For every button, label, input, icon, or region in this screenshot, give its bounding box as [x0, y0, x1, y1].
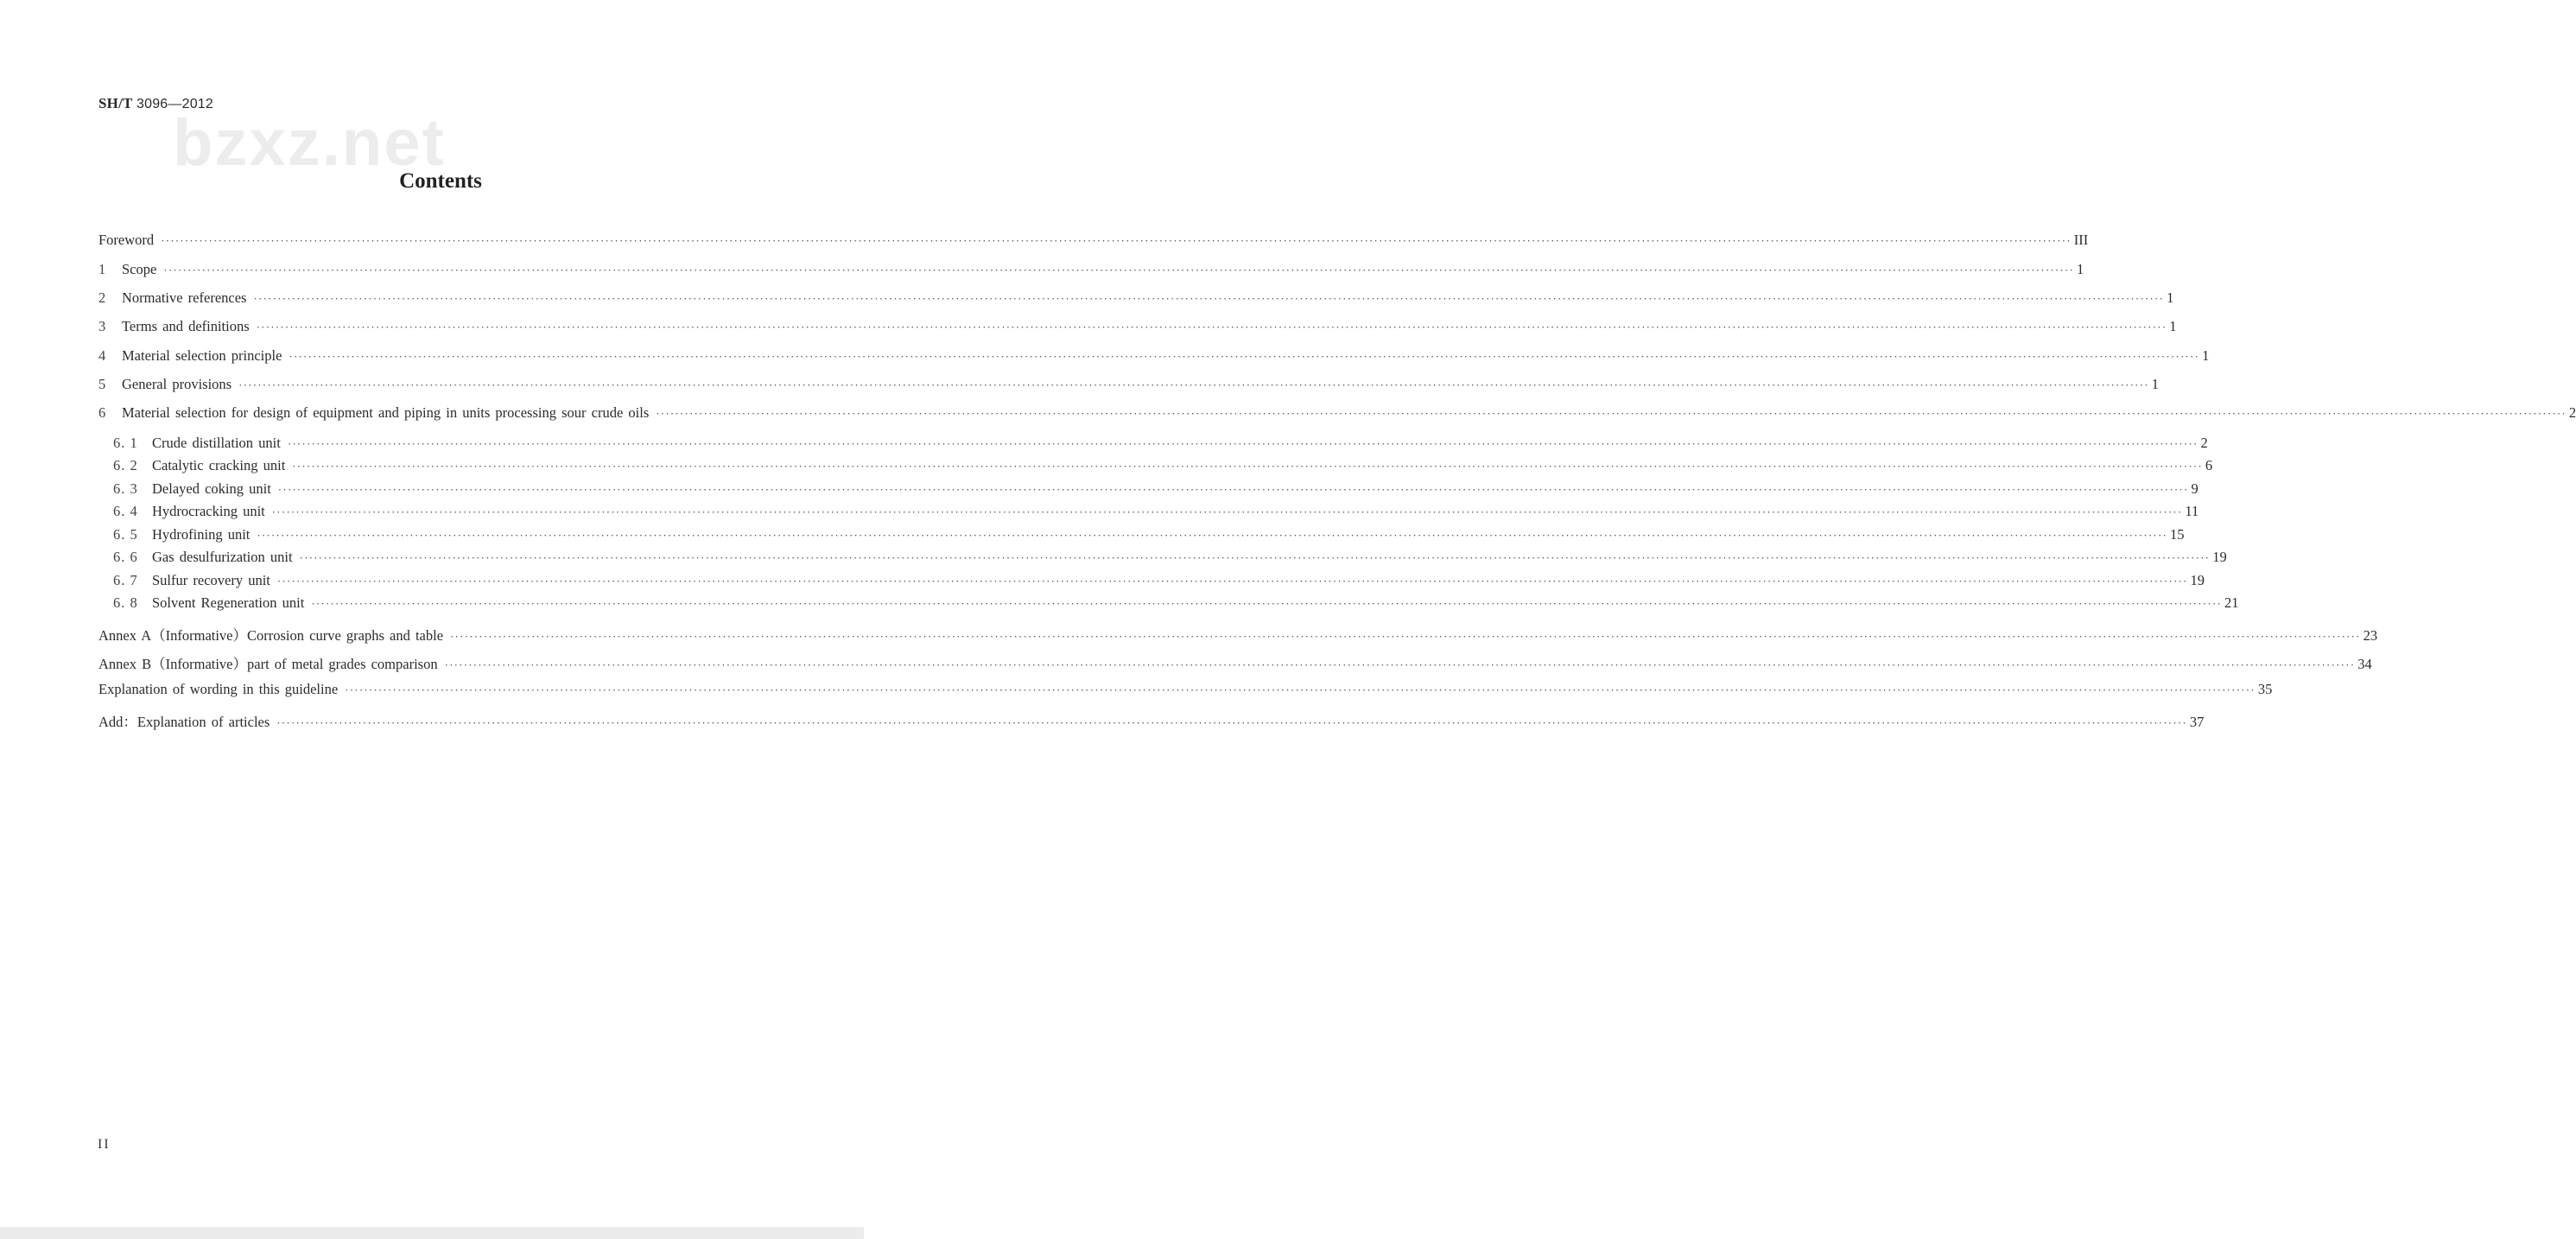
toc-entry[interactable] [113, 572, 2205, 594]
toc-entry[interactable] [98, 347, 2210, 370]
toc-entry[interactable] [113, 503, 2199, 525]
toc-entry-label: Material selection for design of equipment and piping in units processing sour crude oils [122, 404, 650, 421]
standard-prefix: SH/T [98, 95, 133, 111]
toc-entry-number: 6. 5 [113, 526, 138, 543]
footer-page-number: II [98, 1137, 111, 1152]
toc-entry-label: Explanation of wording in this guideline [98, 681, 339, 697]
toc-dot-leader: ················································································································································································································································································································································································································ [256, 321, 2167, 334]
toc-entry-label: Crude distillation unit [152, 435, 281, 451]
toc-entry-label: Normative references [122, 289, 247, 306]
toc-entry[interactable] [98, 624, 2378, 646]
toc-dot-leader: ················································································································································································································································································································································································································ [276, 575, 2188, 588]
toc-entry[interactable] [98, 261, 2084, 283]
toc-entry-number: 6. 4 [113, 503, 138, 519]
toc-dot-leader: ················································································································································································································································································································································································································ [289, 350, 2200, 363]
toc-entry-label: General provisions [122, 376, 232, 392]
toc-entry-number: 6. 1 [113, 435, 138, 451]
toc-dot-leader: ················································································································································································································································································································································································································ [257, 529, 2168, 542]
toc-dot-leader: ················································································································································································································································································································································································································ [161, 234, 2072, 247]
toc-dot-leader: ················································································································································································································································································································································································································ [277, 483, 2189, 496]
toc-entry-page: 34 [2357, 656, 2372, 672]
toc-entry-number: 6. 3 [113, 480, 138, 497]
toc-entry-label: Solvent Regeneration unit [152, 594, 305, 611]
toc-entry-number: 6. 8 [113, 594, 138, 611]
toc-dot-leader: ················································································································································································································································································································································································································ [345, 683, 2256, 696]
toc-entry-number: 3 [98, 318, 106, 334]
toc-entry[interactable] [113, 594, 2239, 617]
toc-dot-leader: ················································································································································································································································································································································································································ [253, 292, 2165, 305]
toc-dot-leader: ················································································································································································································································································································································································································ [299, 551, 2211, 564]
toc-dot-leader: ················································································································································································································································································································································································································ [287, 437, 2198, 450]
toc-dot-leader: ················································································································································································································································································································································································································ [656, 407, 2566, 420]
toc-entry[interactable] [98, 318, 2177, 340]
toc-entry-label: Hydrofining unit [152, 526, 251, 543]
toc-entry[interactable] [98, 376, 2159, 398]
toc-entry-page: 1 [2151, 376, 2159, 392]
toc-entry-label: Foreword [98, 232, 155, 248]
toc-entry-label: Add：Explanation of articles [98, 714, 270, 730]
toc-entry-page: III [2073, 232, 2089, 248]
toc-dot-leader: ················································································································································································································································································································································································································ [292, 460, 2203, 473]
toc-entry[interactable] [113, 480, 2198, 503]
toc-entry-page: 6 [2205, 457, 2213, 473]
toc-entry-number: 4 [98, 347, 106, 364]
standard-number: 3096—2012 [136, 97, 213, 111]
toc-entry-number: 6. 7 [113, 572, 138, 588]
toc-entry-number: 5 [98, 376, 106, 392]
page-title: Contents [399, 169, 482, 193]
toc-entry[interactable] [98, 681, 2273, 703]
toc-entry-label: Catalytic cracking unit [152, 457, 286, 473]
toc-entry[interactable] [98, 404, 2576, 427]
toc-dot-leader: ················································································································································································································································································································································································································ [444, 658, 2356, 671]
toc-entry-page: 19 [2190, 572, 2205, 588]
toc-entry-page: 19 [2212, 549, 2227, 565]
toc-dot-leader: ················································································································································································································································································································································································································ [311, 597, 2222, 610]
toc-entry-label: Delayed coking unit [152, 480, 271, 497]
toc-entry-page: 15 [2170, 526, 2185, 543]
toc-entry[interactable] [113, 549, 2227, 571]
toc-entry-page: 37 [2189, 714, 2205, 730]
toc-entry-number: 6. 2 [113, 457, 138, 473]
toc-entry-number: 2 [98, 289, 106, 306]
toc-entry-page: 1 [2167, 289, 2174, 306]
toc-entry-label: Annex B（Informative）part of metal grades comparison [98, 656, 438, 672]
toc-dot-leader: ················································································································································································································································································································································································································ [276, 716, 2187, 729]
watermark: bzxz.net [173, 106, 446, 180]
toc-entry-page: 2 [2568, 404, 2576, 421]
toc-entry-number: 1 [98, 261, 106, 277]
toc-entry-page: 1 [2076, 261, 2084, 277]
toc-entry-page: 9 [2191, 480, 2198, 497]
toc-entry-label: Gas desulfurization unit [152, 549, 293, 565]
toc-entry-page: 23 [2363, 627, 2378, 644]
toc-entry[interactable] [98, 710, 2205, 733]
toc-entry-page: 1 [2169, 318, 2177, 334]
toc-dot-leader: ················································································································································································································································································································································································································ [450, 630, 2361, 643]
toc-entry-page: 1 [2202, 347, 2210, 364]
toc-entry-number: 6. 6 [113, 549, 138, 565]
toc-entry-page: 2 [2200, 435, 2208, 451]
toc-entry-label: Annex A（Informative）Corrosion curve graphs and table [98, 627, 444, 644]
toc-entry[interactable] [98, 289, 2174, 312]
toc-entry-page: 35 [2257, 681, 2273, 697]
toc-entry-page: 11 [2185, 503, 2199, 519]
toc-entry[interactable] [98, 652, 2372, 675]
toc-entry[interactable] [113, 435, 2208, 457]
toc-entry-label: Terms and definitions [122, 318, 250, 334]
toc-entry-label: Scope [122, 261, 157, 277]
toc-entry[interactable] [98, 232, 2089, 254]
toc-entry-number: 6 [98, 404, 106, 421]
toc-dot-leader: ················································································································································································································································································································································································································ [163, 264, 2074, 276]
viewer-bottom-strip [0, 1227, 864, 1239]
toc-entry-label: Material selection principle [122, 347, 282, 364]
toc-entry-label: Hydrocracking unit [152, 503, 265, 519]
toc-entry-page: 21 [2224, 594, 2239, 611]
toc-entry[interactable] [113, 526, 2185, 549]
toc-entry-label: Sulfur recovery unit [152, 572, 270, 588]
toc-dot-leader: ················································································································································································································································································································································································································ [238, 378, 2149, 391]
toc-entry[interactable] [113, 457, 2213, 480]
toc-dot-leader: ················································································································································································································································································································································································································ [271, 505, 2183, 518]
